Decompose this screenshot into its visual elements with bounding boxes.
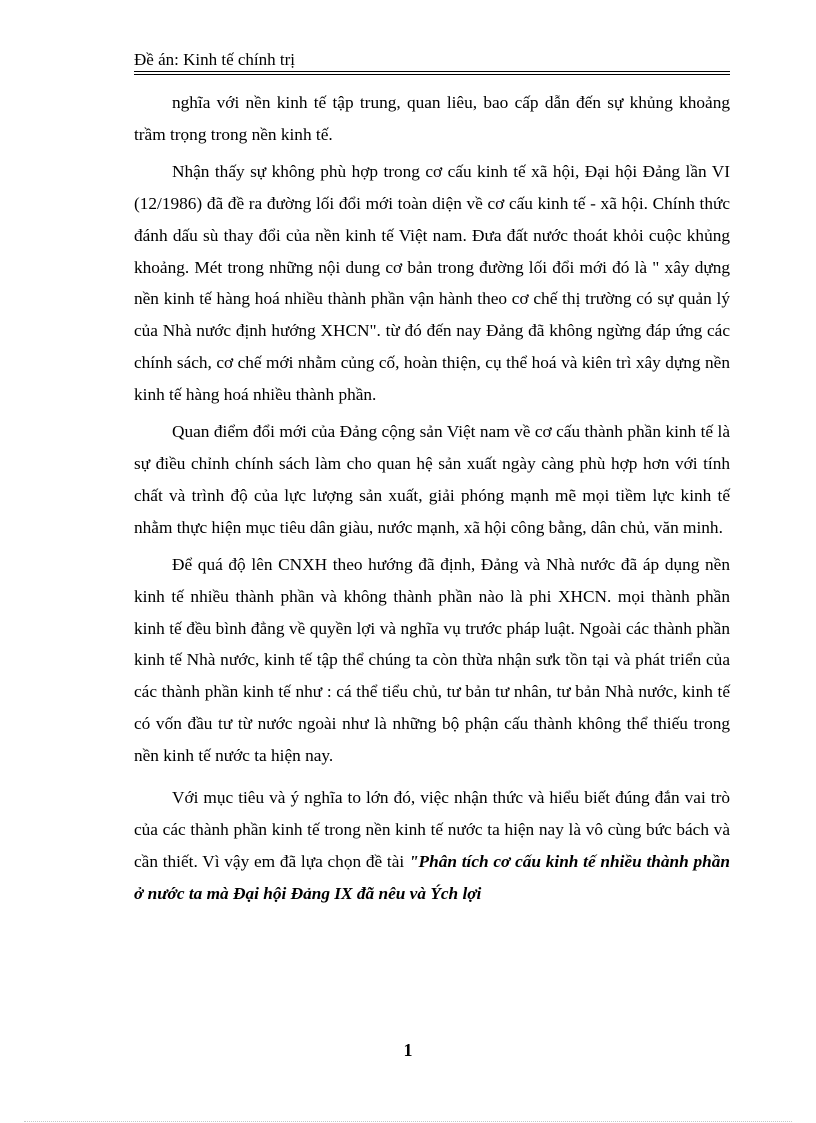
paragraph-1: nghĩa với nền kinh tế tập trung, quan liêu, bao cấp dẫn đến sự khủng khoảng trầm trọng trong nền kinh tế. bbox=[134, 93, 730, 144]
header-rule-top bbox=[134, 71, 730, 72]
header-rule-bottom bbox=[134, 74, 730, 75]
footer-dotted-rule bbox=[24, 1121, 792, 1122]
paragraph-3: Quan điểm đổi mới của Đảng cộng sản Việt nam về cơ cấu thành phần kinh tế là sự điều chỉnh chính sách làm cho quan hệ sản xuất ngày càng phù hợp hơn với tính chất và trình độ của lực lượng sản xuất, giải phóng mạnh mẽ mọi tiềm lực kinh tế nhằm thực hiện mục tiêu dân giàu, nước mạnh, xã hội công bằng, dân chủ, văn minh. bbox=[134, 422, 730, 537]
paragraph-5-text: Với mục tiêu và ý nghĩa to lớn đó, việc nhận thức và hiểu biết đúng đắn vai trò của các thành phần kinh tế trong nền kinh tế nước ta hiện nay là vô cùng bức bách và cần thiết. Vì vậy em đã lựa chọn đề tài bbox=[134, 788, 730, 871]
paragraph-2: Nhận thấy sự không phù hợp trong cơ cấu kinh tế xã hội, Đại hội Đảng lần VI (12/1986) đã đề ra đường lối đổi mới toàn diện về cơ cấu kinh tế - xã hội. Chính thức đánh dấu sù thay đổi của nền kinh tế Việt nam. Đưa đất nước thoát khỏi cuộc khủng khoảng. Mét trong những nội dung cơ bản trong đường lối đổi mới đó là " xây dựng nền kinh tế hàng hoá nhiều thành phần vận hành theo cơ chế thị trường có sự quản lý của Nhà nước định hướng XHCN". từ đó đến nay Đảng đã không ngừng đáp ứng các chính sách, cơ chế mới nhằm củng cố, hoàn thiện, cụ thể hoá và kiên trì xây dựng nền kinh tế hàng hoá nhiều thành phần. bbox=[134, 161, 730, 405]
page-header-title: Đề án: Kinh tế chính trị bbox=[134, 50, 295, 69]
paragraph-5 bbox=[134, 782, 730, 910]
body-text bbox=[134, 87, 730, 915]
thesis-title-emphasis: "Phân tích cơ cấu kinh tế nhiều thành phần ở nước ta mà Đại hội Đảng IX đã nêu và Ých lợi bbox=[134, 851, 730, 903]
paragraph-4: Để quá độ lên CNXH theo hướng đã định, Đảng và Nhà nước đã áp dụng nền kinh tế nhiều thành phần và không thành phần nào là phi XHCN. mọi thành phần kinh tế đều bình đẳng về quyền lợi và nghĩa vụ trước pháp luật. Ngoài các thành phần kinh tế Nhà nước, kinh tế tập thể chúng ta còn thừa nhận sưk tồn tại và phát triển của các thành phần kinh tế như : cá thể tiểu chủ, tư bản tư nhân, tư bản Nhà nước, kinh tế có vốn đầu tư từ nước ngoài như là những bộ phận cấu thành không thể thiếu trong nền kinh tế nước ta hiện nay. bbox=[134, 554, 730, 766]
page-number: 1 bbox=[403, 1040, 413, 1060]
